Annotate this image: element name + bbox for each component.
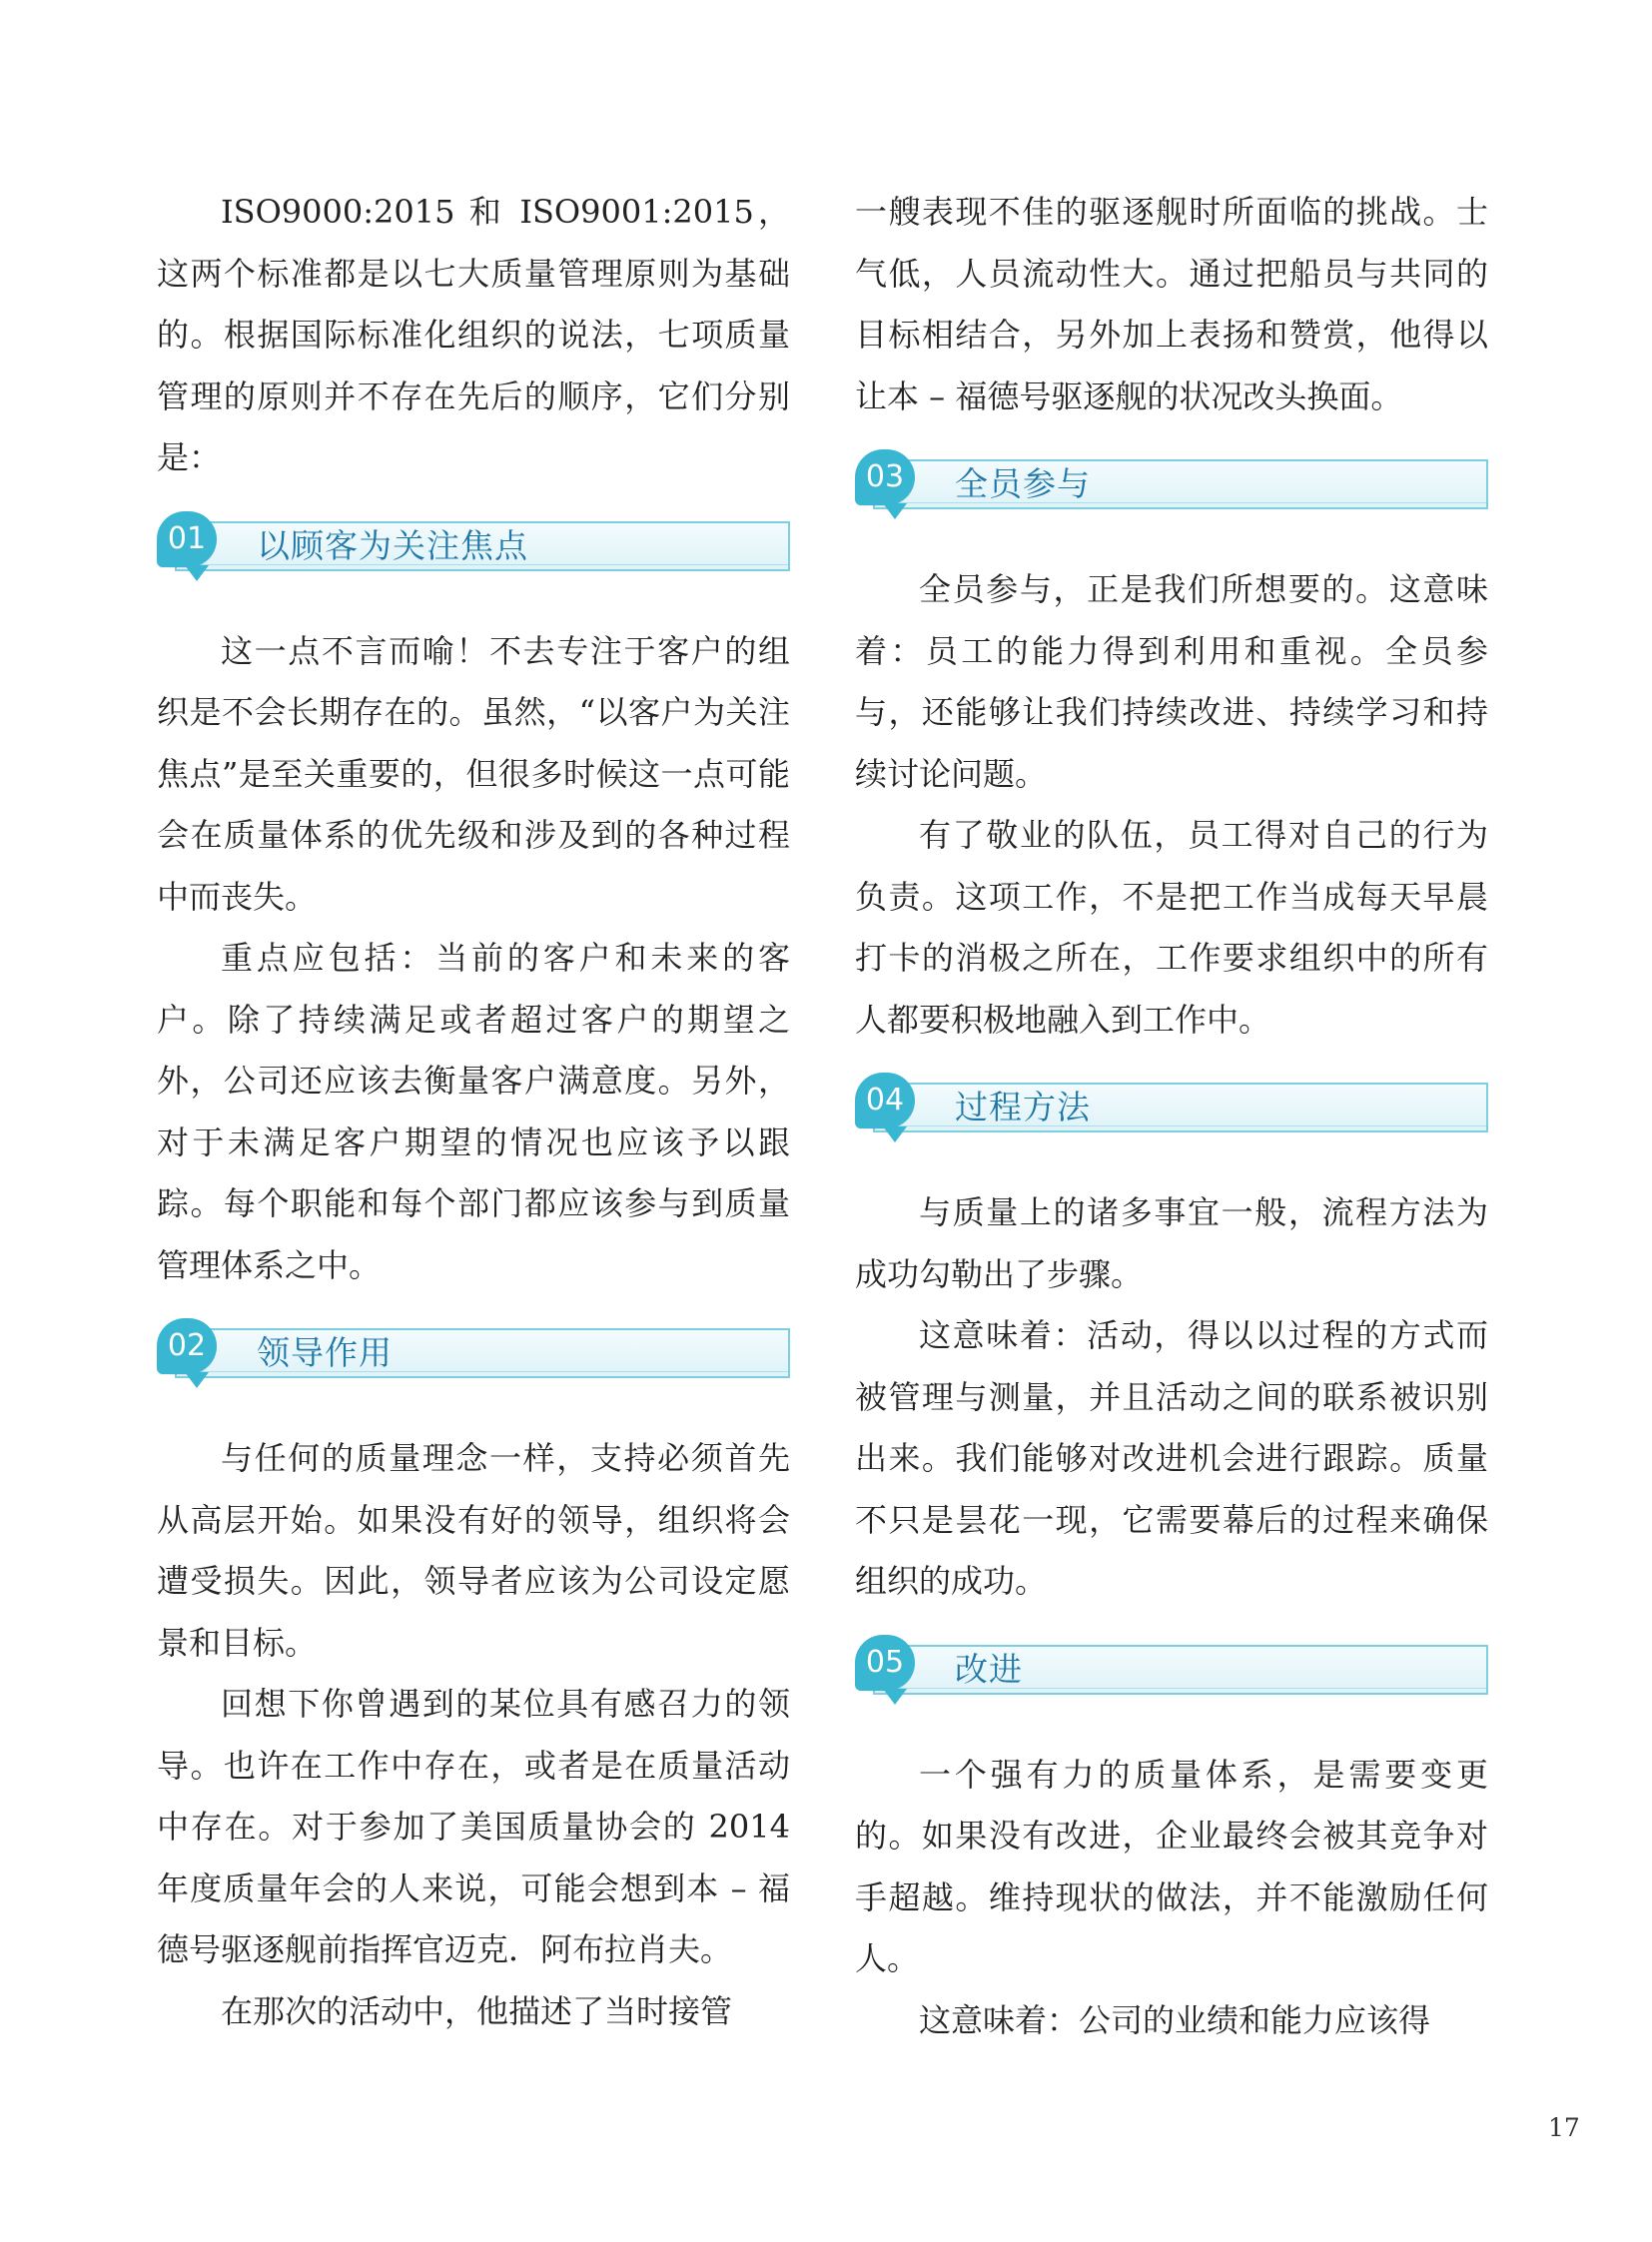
intro-paragraph: ISO9000:2015 和 ISO9001:2015，这两个标准都是以七大质量管理原则为基础的。根据国际标准化组织的说法，七项质量管理的原则并不存在先后的顺序，它们分别是： <box>157 193 790 476</box>
right-column <box>855 182 1488 2051</box>
section-number-badge: 01 <box>157 511 217 567</box>
section-title: 改进 <box>955 1649 1023 1689</box>
section-title: 过程方法 <box>955 1088 1091 1126</box>
section-title: 以顾客为关注焦点 <box>257 525 528 565</box>
paragraph: 与任何的质量理念一样，支持必须首先从高层开始。如果没有好的领导，组织将会遭受损失。因此，领导者应该为公司设定愿景和目标。 <box>157 1439 790 1662</box>
section-number-badge: 02 <box>157 1318 217 1374</box>
section-heading-04 <box>855 1073 1488 1148</box>
paragraph: 在那次的活动中，他描述了当时接管 <box>221 1991 733 2030</box>
paragraph: 这意味着：公司的业绩和能力应该得 <box>919 2000 1431 2039</box>
paragraph: 回想下你曾遇到的某位具有感召力的领导。也许在工作中存在，或者是在质量活动中存在。对于参加了美国质量协会的 2014 年度质量年会的人来说，可能会想到本 – 福德号驱逐舰前指挥官迈克．阿布拉肖夫。 <box>157 1685 790 1968</box>
paragraph: 重点应包括：当前的客户和未来的客户。除了持续满足或者超过客户的期望之外，公司还应该去衡量客户满意度。另外，对于未满足客户期望的情况也应该予以跟踪。每个职能和每个部门都应该参与到质量管理体系之中。 <box>157 939 790 1284</box>
paragraph: 这一点不言而喻！不去专注于客户的组织是不会长期存在的。虽然，“以客户为关注焦点”是至关重要的，但很多时候这一点可能会在质量体系的优先级和涉及到的各种过程中而丧失。 <box>157 631 790 916</box>
continuation-paragraph: 一艘表现不佳的驱逐舰时所面临的挑战。士气低，人员流动性大。通过把船员与共同的目标相结合，另外加上表扬和赞赏，他得以让本 – 福德号驱逐舰的状况改头换面。 <box>855 193 1488 415</box>
section-title: 领导作用 <box>257 1333 393 1372</box>
section-heading-03 <box>855 449 1488 525</box>
section-heading-01 <box>157 511 790 587</box>
paragraph: 全员参与，正是我们所想要的。这意味着：员工的能力得到利用和重视。全员参与，还能够让我们持续改进、持续学习和持续讨论问题。 <box>855 570 1488 793</box>
section-heading-02 <box>157 1318 790 1394</box>
section-title: 全员参与 <box>955 464 1091 503</box>
section-heading-05 <box>855 1635 1488 1711</box>
paragraph: 与质量上的诸多事宜一般，流程方法为成功勾勒出了步骤。 <box>855 1193 1488 1293</box>
section-number-badge: 04 <box>855 1073 915 1128</box>
paragraph: 有了敬业的队伍，员工得对自己的行为负责。这项工作，不是把工作当成每天早晨打卡的消极之所在，工作要求组织中的所有人都要积极地融入到工作中。 <box>855 816 1488 1039</box>
section-number-badge: 03 <box>855 449 915 505</box>
left-column <box>157 182 790 2042</box>
paragraph: 这意味着：活动，得以以过程的方式而被管理与测量，并且活动之间的联系被识别出来。我们能够对改进机会进行跟踪。质量不只是昙花一现，它需要幕后的过程来确保组织的成功。 <box>855 1316 1488 1600</box>
page-number: 17 <box>1548 2113 1580 2142</box>
paragraph: 一个强有力的质量体系，是需要变更的。如果没有改进，企业最终会被其竞争对手超越。维持现状的做法，并不能激励任何人。 <box>855 1755 1488 1977</box>
section-number-badge: 05 <box>855 1635 915 1691</box>
